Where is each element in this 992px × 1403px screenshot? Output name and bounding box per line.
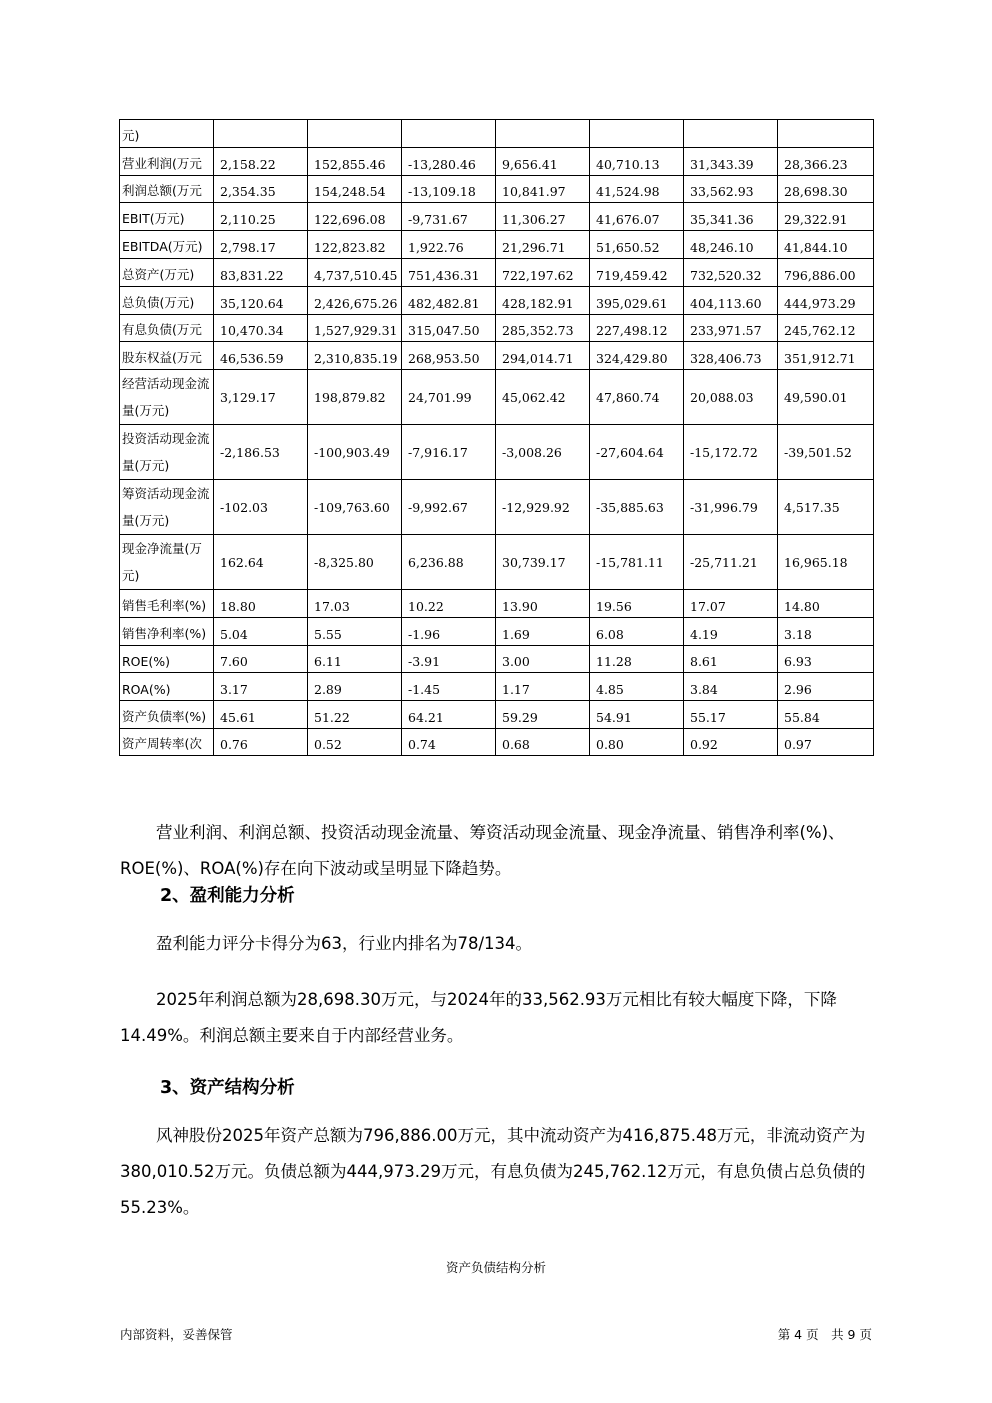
table-cell: 294,014.71 bbox=[496, 342, 590, 370]
row-label: 资产周转率(次 bbox=[120, 729, 214, 756]
table-cell: 16,965.18 bbox=[778, 535, 874, 590]
table-cell: -1.96 bbox=[402, 618, 496, 646]
table-cell: -1.45 bbox=[402, 673, 496, 701]
table-cell: 6,236.88 bbox=[402, 535, 496, 590]
table-row bbox=[120, 425, 874, 480]
table-cell: 47,860.74 bbox=[590, 370, 684, 425]
table-cell: 46,536.59 bbox=[214, 342, 308, 370]
table-cell: -9,992.67 bbox=[402, 480, 496, 535]
row-label: 投资活动现金流量(万元) bbox=[120, 425, 214, 480]
table-cell: 2,426,675.26 bbox=[308, 287, 402, 315]
table-cell: -102.03 bbox=[214, 480, 308, 535]
table-cell: 351,912.71 bbox=[778, 342, 874, 370]
table-cell: 31,343.39 bbox=[684, 148, 778, 176]
row-label: 元) bbox=[120, 120, 214, 148]
table-cell: 6.93 bbox=[778, 646, 874, 673]
row-label: 总负债(万元) bbox=[120, 287, 214, 315]
table-cell: 2,310,835.19 bbox=[308, 342, 402, 370]
table-row bbox=[120, 618, 874, 646]
table-cell: 4.85 bbox=[590, 673, 684, 701]
table-cell: 6.11 bbox=[308, 646, 402, 673]
row-label: EBIT(万元) bbox=[120, 203, 214, 231]
table-cell: 10,841.97 bbox=[496, 176, 590, 203]
table-cell: 152,855.46 bbox=[308, 148, 402, 176]
table-cell: 35,120.64 bbox=[214, 287, 308, 315]
table-cell: 154,248.54 bbox=[308, 176, 402, 203]
table-cell: 0.92 bbox=[684, 729, 778, 756]
table-cell: 1.69 bbox=[496, 618, 590, 646]
table-cell: 1,922.76 bbox=[402, 231, 496, 259]
table-cell: 3.17 bbox=[214, 673, 308, 701]
table-cell: -13,280.46 bbox=[402, 148, 496, 176]
table-cell: 2,354.35 bbox=[214, 176, 308, 203]
table-row bbox=[120, 701, 874, 729]
table-cell: -15,172.72 bbox=[684, 425, 778, 480]
table-cell bbox=[308, 120, 402, 148]
table-cell: 10.22 bbox=[402, 590, 496, 618]
table-cell: 122,696.08 bbox=[308, 203, 402, 231]
table-cell: 2.89 bbox=[308, 673, 402, 701]
table-cell: 4,517.35 bbox=[778, 480, 874, 535]
table-cell: -25,711.21 bbox=[684, 535, 778, 590]
table-cell: 28,698.30 bbox=[778, 176, 874, 203]
table-cell: 2,798.17 bbox=[214, 231, 308, 259]
table-cell: 9,656.41 bbox=[496, 148, 590, 176]
table-cell: 0.97 bbox=[778, 729, 874, 756]
table-cell: 315,047.50 bbox=[402, 315, 496, 342]
table-cell bbox=[684, 120, 778, 148]
table-cell: 482,482.81 bbox=[402, 287, 496, 315]
table-cell: -13,109.18 bbox=[402, 176, 496, 203]
profit-total-paragraph: 2025年利润总额为28,698.30万元，与2024年的33,562.93万元相比有较大幅度下降，下降14.49%。利润总额主要来自于内部经营业务。 bbox=[120, 990, 837, 1045]
table-cell: -8,325.80 bbox=[308, 535, 402, 590]
table-cell: 8.61 bbox=[684, 646, 778, 673]
row-label: 销售毛利率(%) bbox=[120, 590, 214, 618]
table-cell: 33,562.93 bbox=[684, 176, 778, 203]
table-cell: 35,341.36 bbox=[684, 203, 778, 231]
table-row bbox=[120, 729, 874, 756]
table-row bbox=[120, 535, 874, 590]
table-cell: 64.21 bbox=[402, 701, 496, 729]
table-cell: 198,879.82 bbox=[308, 370, 402, 425]
table-cell: 83,831.22 bbox=[214, 259, 308, 287]
table-cell: 55.84 bbox=[778, 701, 874, 729]
table-cell: 1.17 bbox=[496, 673, 590, 701]
row-label: 利润总额(万元 bbox=[120, 176, 214, 203]
row-label: 销售净利率(%) bbox=[120, 618, 214, 646]
table-cell: 162.64 bbox=[214, 535, 308, 590]
table-cell: 40,710.13 bbox=[590, 148, 684, 176]
table-cell: 395,029.61 bbox=[590, 287, 684, 315]
table-row bbox=[120, 120, 874, 148]
table-cell: -39,501.52 bbox=[778, 425, 874, 480]
table-row bbox=[120, 287, 874, 315]
table-cell: 3.84 bbox=[684, 673, 778, 701]
table-cell: 324,429.80 bbox=[590, 342, 684, 370]
table-cell: 719,459.42 bbox=[590, 259, 684, 287]
table-cell: 11.28 bbox=[590, 646, 684, 673]
table-cell: 17.03 bbox=[308, 590, 402, 618]
row-label: 总资产(万元) bbox=[120, 259, 214, 287]
table-cell: 19.56 bbox=[590, 590, 684, 618]
table-cell: 48,246.10 bbox=[684, 231, 778, 259]
table-cell: 30,739.17 bbox=[496, 535, 590, 590]
row-label: ROE(%) bbox=[120, 646, 214, 673]
table-cell bbox=[590, 120, 684, 148]
table-cell: 6.08 bbox=[590, 618, 684, 646]
table-cell bbox=[496, 120, 590, 148]
table-row bbox=[120, 342, 874, 370]
table-cell: 328,406.73 bbox=[684, 342, 778, 370]
financial-table bbox=[119, 119, 874, 756]
table-row bbox=[120, 148, 874, 176]
table-cell: 404,113.60 bbox=[684, 287, 778, 315]
table-cell: 2,158.22 bbox=[214, 148, 308, 176]
table-cell bbox=[214, 120, 308, 148]
table-cell: 5.04 bbox=[214, 618, 308, 646]
table-cell: -12,929.92 bbox=[496, 480, 590, 535]
table-cell: 54.91 bbox=[590, 701, 684, 729]
table-cell: 722,197.62 bbox=[496, 259, 590, 287]
table-cell: 4.19 bbox=[684, 618, 778, 646]
row-label: EBITDA(万元) bbox=[120, 231, 214, 259]
table-cell: 5.55 bbox=[308, 618, 402, 646]
table-cell: 732,520.32 bbox=[684, 259, 778, 287]
table-cell: 20,088.03 bbox=[684, 370, 778, 425]
row-label: 经营活动现金流量(万元) bbox=[120, 370, 214, 425]
table-row bbox=[120, 231, 874, 259]
table-cell: -31,996.79 bbox=[684, 480, 778, 535]
table-row bbox=[120, 590, 874, 618]
table-row bbox=[120, 259, 874, 287]
table-cell: 268,953.50 bbox=[402, 342, 496, 370]
section-heading-profitability: 2、盈利能力分析 bbox=[160, 886, 295, 906]
figure-caption: 资产负债结构分析 bbox=[445, 1260, 546, 1275]
table-cell: 51.22 bbox=[308, 701, 402, 729]
table-cell: 751,436.31 bbox=[402, 259, 496, 287]
table-row bbox=[120, 203, 874, 231]
table-cell: 227,498.12 bbox=[590, 315, 684, 342]
trend-summary: 营业利润、利润总额、投资活动现金流量、筹资活动现金流量、现金净流量、销售净利率(%)、ROE(%)、ROA(%)存在向下波动或呈明显下降趋势。 bbox=[120, 823, 845, 878]
table-cell: -15,781.11 bbox=[590, 535, 684, 590]
table-cell: 3.00 bbox=[496, 646, 590, 673]
table-cell: 233,971.57 bbox=[684, 315, 778, 342]
table-cell: 0.74 bbox=[402, 729, 496, 756]
row-label: 营业利润(万元 bbox=[120, 148, 214, 176]
table-cell: 444,973.29 bbox=[778, 287, 874, 315]
footer-page-number: 第 4 页 共 9 页 bbox=[777, 1327, 872, 1342]
table-cell: 51,650.52 bbox=[590, 231, 684, 259]
table-cell: 55.17 bbox=[684, 701, 778, 729]
table-cell: 0.68 bbox=[496, 729, 590, 756]
table-cell: 10,470.34 bbox=[214, 315, 308, 342]
table-cell: 29,322.91 bbox=[778, 203, 874, 231]
table-cell: 41,676.07 bbox=[590, 203, 684, 231]
table-cell: -2,186.53 bbox=[214, 425, 308, 480]
table-cell: 796,886.00 bbox=[778, 259, 874, 287]
table-cell: 3.18 bbox=[778, 618, 874, 646]
row-label: 筹资活动现金流量(万元) bbox=[120, 480, 214, 535]
table-cell: -27,604.64 bbox=[590, 425, 684, 480]
section-heading-asset-structure: 3、资产结构分析 bbox=[160, 1078, 295, 1098]
table-cell: -109,763.60 bbox=[308, 480, 402, 535]
table-row bbox=[120, 176, 874, 203]
table-cell: 13.90 bbox=[496, 590, 590, 618]
table-row bbox=[120, 646, 874, 673]
table-cell: 28,366.23 bbox=[778, 148, 874, 176]
row-label: 股东权益(万元 bbox=[120, 342, 214, 370]
table-cell: 24,701.99 bbox=[402, 370, 496, 425]
table-cell: 41,524.98 bbox=[590, 176, 684, 203]
table-cell: 4,737,510.45 bbox=[308, 259, 402, 287]
table-cell: 285,352.73 bbox=[496, 315, 590, 342]
table-cell: 21,296.71 bbox=[496, 231, 590, 259]
table-cell: -100,903.49 bbox=[308, 425, 402, 480]
table-row bbox=[120, 480, 874, 535]
table-row bbox=[120, 315, 874, 342]
table-cell: 0.52 bbox=[308, 729, 402, 756]
table-cell: -35,885.63 bbox=[590, 480, 684, 535]
table-cell: 2.96 bbox=[778, 673, 874, 701]
table-row bbox=[120, 673, 874, 701]
row-label: ROA(%) bbox=[120, 673, 214, 701]
table-cell: 0.80 bbox=[590, 729, 684, 756]
table-cell: 0.76 bbox=[214, 729, 308, 756]
table-cell: 45.61 bbox=[214, 701, 308, 729]
table-cell: 18.80 bbox=[214, 590, 308, 618]
table-cell: 7.60 bbox=[214, 646, 308, 673]
table-cell bbox=[778, 120, 874, 148]
footer-confidential: 内部资料，妥善保管 bbox=[120, 1327, 233, 1342]
table-cell: 428,182.91 bbox=[496, 287, 590, 315]
table-cell: 41,844.10 bbox=[778, 231, 874, 259]
table-cell: 1,527,929.31 bbox=[308, 315, 402, 342]
table-cell bbox=[402, 120, 496, 148]
table-cell: 3,129.17 bbox=[214, 370, 308, 425]
table-cell: 11,306.27 bbox=[496, 203, 590, 231]
table-cell: 59.29 bbox=[496, 701, 590, 729]
table-cell: 14.80 bbox=[778, 590, 874, 618]
table-cell: 17.07 bbox=[684, 590, 778, 618]
table-row bbox=[120, 370, 874, 425]
table-cell: 45,062.42 bbox=[496, 370, 590, 425]
table-cell: 245,762.12 bbox=[778, 315, 874, 342]
row-label: 现金净流量(万元) bbox=[120, 535, 214, 590]
table-cell: 122,823.82 bbox=[308, 231, 402, 259]
profitability-score: 盈利能力评分卡得分为63，行业内排名为78/134。 bbox=[156, 934, 533, 953]
row-label: 资产负债率(%) bbox=[120, 701, 214, 729]
row-label: 有息负债(万元 bbox=[120, 315, 214, 342]
table-cell: 2,110.25 bbox=[214, 203, 308, 231]
table-cell: -7,916.17 bbox=[402, 425, 496, 480]
asset-structure-paragraph: 风神股份2025年资产总额为796,886.00万元，其中流动资产为416,875.48万元，非流动资产为380,010.52万元。负债总额为444,973.29万元，有息负债为245,762.12万元，有息负债占总负债的55.23%。 bbox=[120, 1126, 866, 1217]
table-cell: -9,731.67 bbox=[402, 203, 496, 231]
table-cell: -3,008.26 bbox=[496, 425, 590, 480]
table-cell: 49,590.01 bbox=[778, 370, 874, 425]
table-cell: -3.91 bbox=[402, 646, 496, 673]
